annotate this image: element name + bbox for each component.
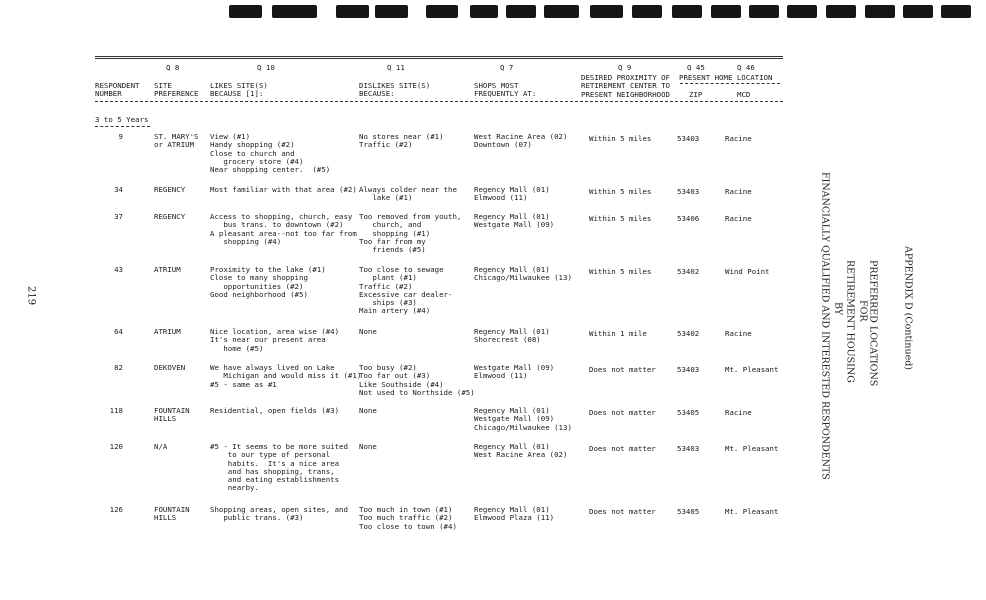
zip-code: 53403	[677, 365, 700, 374]
mcd: Wind Point	[725, 267, 770, 276]
proximity: Within 1 mile	[589, 329, 647, 338]
binder-punch-mark	[544, 5, 579, 18]
proximity: Does not matter	[589, 365, 656, 374]
binder-punch-mark	[903, 5, 933, 18]
site-preference: N/A	[154, 442, 168, 451]
mcd: Racine	[725, 187, 752, 196]
shops-at: West Racine Area (02) Downtown (07)	[474, 132, 568, 150]
shops-at: Regency Mall (01) Westgate Mall (09)	[474, 212, 555, 230]
likes-reason: Most familiar with that area (#2)	[210, 185, 357, 194]
binder-punch-mark	[470, 5, 498, 18]
respondent-number: 37	[114, 212, 123, 221]
binder-punch-mark	[672, 5, 702, 18]
zip-code: 53402	[677, 267, 700, 276]
site-preference: ST. MARY'S or ATRIUM	[154, 132, 199, 150]
appendix-subtitle-by: BY	[832, 302, 844, 316]
shops-at: Regency Mall (01) Chicago/Milwaukee (13)	[474, 265, 572, 283]
zip-code: 53403	[677, 134, 700, 143]
mcd: Racine	[725, 214, 752, 223]
likes-reason: #5 - It seems to be more suited to our type of personal habits. It's a nice area and has shopping, trans, and eating establishments nearby.	[210, 442, 348, 493]
dislikes-reason: None	[359, 327, 377, 336]
proximity: Within 5 miles	[589, 134, 652, 143]
header-top-rule	[95, 56, 783, 59]
dislikes-reason: None	[359, 406, 377, 415]
proximity: Within 5 miles	[589, 267, 652, 276]
dislikes-reason: Too busy (#2) Too far out (#3) Like Southside (#4) Not used to Northside (#5)	[359, 363, 475, 397]
dislikes-reason: Always colder near the lake (#1)	[359, 185, 457, 203]
binder-punch-mark	[865, 5, 895, 18]
respondent-number: 64	[114, 327, 123, 336]
binder-punch-mark	[336, 5, 369, 18]
question-label-q45: Q 45	[687, 63, 705, 72]
proximity: Within 5 miles	[589, 187, 652, 196]
question-label-q9: Q 9	[618, 63, 632, 72]
header-zip: ZIP	[689, 90, 703, 99]
likes-reason: View (#1) Handy shopping (#2) Close to church and grocery store (#4) Near shopping center. (#5)	[210, 132, 331, 175]
header-site: SITE PREFERENCE	[154, 81, 199, 99]
respondent-number: 9	[118, 132, 123, 141]
site-preference: ATRIUM	[154, 265, 181, 274]
binder-punch-mark	[229, 5, 262, 18]
zip-code: 53402	[677, 329, 700, 338]
appendix-subtitle-for: FOR	[857, 300, 869, 322]
shops-at: Regency Mall (01) Shorecrest (08)	[474, 327, 550, 345]
shops-at: Regency Mall (01) Elmwood (11)	[474, 185, 550, 203]
site-preference: FOUNTAIN HILLS	[154, 505, 190, 523]
site-preference: REGENCY	[154, 212, 186, 221]
question-label-q10: Q 10	[257, 63, 275, 72]
section-label: 3 to 5 Years	[95, 115, 149, 124]
respondent-number: 34	[114, 185, 123, 194]
shops-at: Regency Mall (01) West Racine Area (02)	[474, 442, 568, 460]
zip-code: 53403	[677, 187, 700, 196]
binder-punch-mark	[506, 5, 536, 18]
header-proximity: DESIRED PROXIMITY OF RETIREMENT CENTER TO PRESENT NEIGHBORHOOD	[581, 73, 670, 99]
binder-punch-mark	[590, 5, 623, 18]
dislikes-reason: Too close to sewage plant (#1) Traffic (#2) Excessive car dealer- ships (#3) Main artery (#4)	[359, 265, 453, 316]
header-present-home: PRESENT HOME LOCATION	[679, 73, 773, 82]
respondent-number: 82	[114, 363, 123, 372]
binder-punch-mark	[787, 5, 817, 18]
likes-reason: We have always lived on Lake Michigan and would miss it (#1) #5 - same as #1	[210, 363, 362, 389]
zip-code: 53403	[677, 444, 700, 453]
page-number: 219	[25, 286, 37, 306]
header-shops: SHOPS MOST FREQUENTLY AT:	[474, 81, 537, 99]
mcd: Mt. Pleasant	[725, 507, 779, 516]
header-mcd: MCD	[737, 90, 751, 99]
binder-punch-mark	[941, 5, 971, 18]
respondent-number: 120	[109, 442, 123, 451]
binder-punch-mark	[426, 5, 458, 18]
mcd: Racine	[725, 408, 752, 417]
question-label-q46: Q 46	[737, 63, 755, 72]
question-label-q8: Q 8	[166, 63, 180, 72]
mcd: Racine	[725, 134, 752, 143]
mcd: Mt. Pleasant	[725, 444, 779, 453]
site-preference: DEKOVEN	[154, 363, 186, 372]
appendix-title: APPENDIX D (Continued)	[902, 246, 914, 370]
shops-at: Regency Mall (01) Elmwood Plaza (11)	[474, 505, 555, 523]
header-likes: LIKES SITE(S) BECAUSE [1]:	[210, 81, 268, 99]
proximity: Does not matter	[589, 507, 656, 516]
likes-reason: Shopping areas, open sites, and public trans. (#3)	[210, 505, 348, 523]
respondent-number: 126	[109, 505, 123, 514]
appendix-subtitle-respondents: FINANCIALLY QUALIFIED AND INTERESTED RESPONDENTS	[819, 172, 831, 480]
respondent-number: 43	[114, 265, 123, 274]
proximity: Within 5 miles	[589, 214, 652, 223]
likes-reason: Nice location, area wise (#4) It's near our present area home (#5)	[210, 327, 340, 353]
dislikes-reason: No stores near (#1) Traffic (#2)	[359, 132, 444, 150]
zip-code: 53405	[677, 507, 700, 516]
zip-code: 53405	[677, 408, 700, 417]
appendix-subtitle-retirement-housing: RETIREMENT HOUSING	[844, 260, 856, 383]
dislikes-reason: None	[359, 442, 377, 451]
dislikes-reason: Too removed from youth, church, and shopping (#1) Too far from my friends (#5)	[359, 212, 462, 255]
shops-at: Regency Mall (01) Westgate Mall (09) Chicago/Milwaukee (13)	[474, 406, 572, 432]
header-dislikes: DISLIKES SITE(S) BECAUSE:	[359, 81, 431, 99]
likes-reason: Residential, open fields (#3)	[210, 406, 340, 415]
question-label-q7: Q 7	[500, 63, 514, 72]
site-preference: REGENCY	[154, 185, 186, 194]
question-label-q11: Q 11	[387, 63, 405, 72]
shops-at: Westgate Mall (09) Elmwood (11)	[474, 363, 555, 381]
binder-punch-mark	[826, 5, 856, 18]
binder-punch-mark	[749, 5, 779, 18]
header-respondent: RESPONDENT NUMBER	[95, 81, 140, 99]
binder-punch-mark	[375, 5, 408, 18]
mcd: Mt. Pleasant	[725, 365, 779, 374]
section-underline	[95, 126, 150, 127]
binder-punch-mark	[632, 5, 662, 18]
header-bottom-rule	[95, 101, 783, 102]
zip-code: 53406	[677, 214, 700, 223]
dislikes-reason: Too much in town (#1) Too much traffic (#2) Too close to town (#4)	[359, 505, 457, 531]
binder-punch-mark	[272, 5, 317, 18]
proximity: Does not matter	[589, 444, 656, 453]
site-preference: ATRIUM	[154, 327, 181, 336]
likes-reason: Proximity to the lake (#1) Close to many shopping opportunities (#2) Good neighborhood (#5)	[210, 265, 326, 299]
proximity: Does not matter	[589, 408, 656, 417]
present-home-divider	[680, 83, 780, 84]
site-preference: FOUNTAIN HILLS	[154, 406, 190, 424]
appendix-subtitle-preferred-locations: PREFERRED LOCATIONS	[867, 260, 879, 387]
mcd: Racine	[725, 329, 752, 338]
binder-punch-mark	[711, 5, 741, 18]
likes-reason: Access to shopping, church, easy bus trans. to downtown (#2) A pleasant area--not too far from shopping (#4)	[210, 212, 357, 246]
respondent-number: 118	[109, 406, 123, 415]
